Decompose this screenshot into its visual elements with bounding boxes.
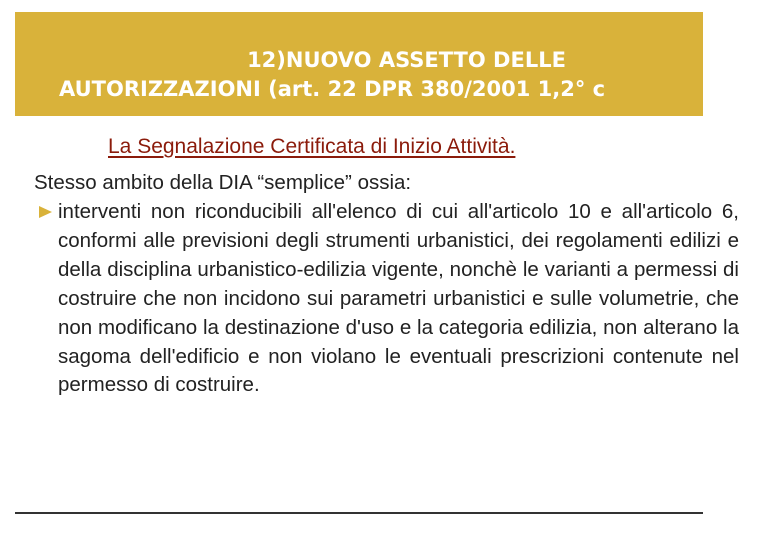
bullet-item bbox=[58, 198, 739, 400]
bullet-arrow-icon bbox=[39, 206, 52, 218]
footer-rule bbox=[15, 512, 703, 514]
bullet-text: interventi non riconducibili all'elenco di cui all'articolo 10 e all'articolo 6, conformi alle previsioni degli strumenti urbanistici, dei regolamenti edilizi e della disciplina urbanistico-edilizia vigente, nonchè le varianti a permessi di costruire che non incidono sui parametri urbanistici e sulle volumetrie, che non modificano la destinazione d'uso e la categoria edilizia, non alterano la sagoma dell'edificio e non violano le eventuali prescrizioni contenute nel permesso di costruire. bbox=[58, 200, 739, 397]
title-line-1: 12)NUOVO ASSETTO DELLE bbox=[247, 48, 566, 72]
title-banner bbox=[15, 12, 703, 116]
slide-subtitle: La Segnalazione Certificata di Inizio Attività. bbox=[108, 135, 516, 158]
lead-text: Stesso ambito della DIA “semplice” ossia: bbox=[34, 171, 412, 194]
title-line-2: AUTORIZZAZIONI (art. 22 DPR 380/2001 1,2° c bbox=[59, 77, 606, 101]
